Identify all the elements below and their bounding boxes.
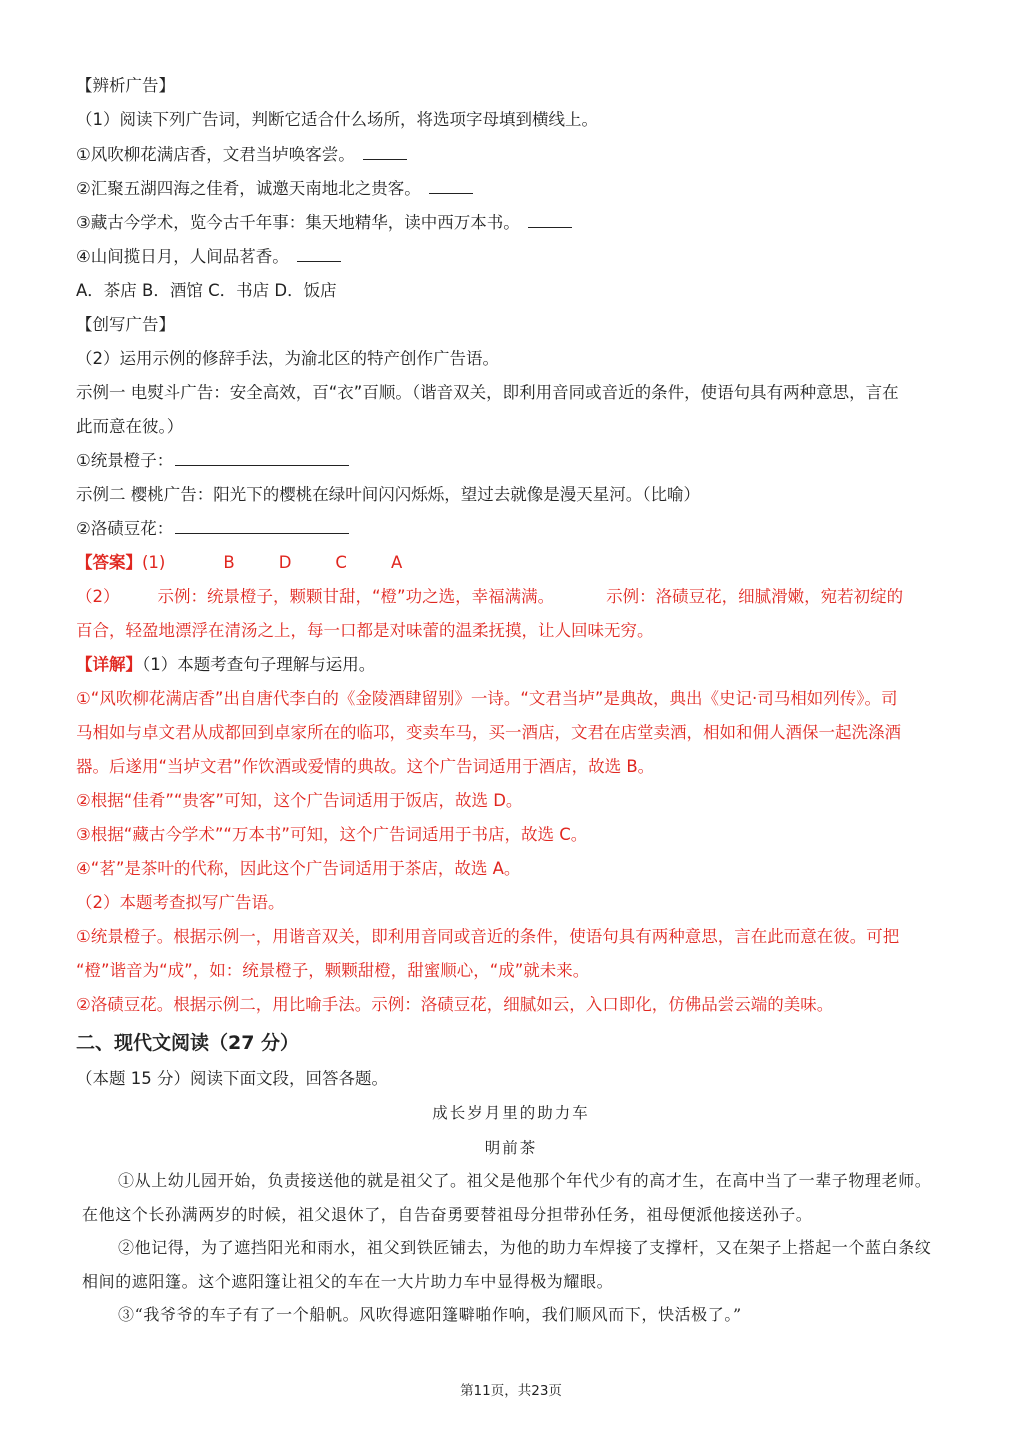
question-2-item-2 [76, 518, 956, 540]
article-author: 明前茶 [484, 1139, 538, 1157]
answer-choice-3: C [335, 553, 347, 572]
question-1-prompt: （1）阅读下列广告词，判断它适合什么场所，将选项字母填到横线上。 [76, 110, 598, 129]
answer-part2-example-a: 示例：统景橙子，颗颗甘甜，“橙”功之选，幸福满满。 [157, 587, 555, 606]
question-1-item-2 [76, 178, 956, 200]
article-body [82, 1164, 947, 1332]
answer-part2-number: （2） [76, 587, 120, 606]
explanation-label: 【详解】 [76, 655, 142, 674]
example-1-line-2: 此而意在彼。） [76, 417, 184, 436]
question-1-item-1 [76, 144, 956, 166]
explanation-line: ②洛碛豆花。根据示例二，用比喻手法。示例：洛碛豆花，细腻如云，入口即化，仿佛品尝云端的美味。 [76, 995, 834, 1014]
explanation-line: ④“茗”是茶叶的代称，因此这个广告词适用于茶店，故选 A。 [76, 859, 521, 878]
item-text: ①风吹柳花满店香，文君当垆唤客尝。 [76, 145, 355, 164]
question-1-options: A．茶店 B．酒馆 C．书店 D．饭店 [76, 281, 337, 300]
page-footer: 第11页，共23页 [460, 1383, 562, 1399]
question-2-item-1 [76, 450, 956, 472]
question-1-item-4 [76, 246, 956, 268]
explanation-line: “橙”谐音为“成”，如：统景橙子，颗颗甜橙，甜蜜顺心，“成”就未来。 [76, 961, 590, 980]
answer-choice-1: B [223, 553, 235, 572]
article-paragraph: ②他记得，为了遮挡阳光和雨水，祖父到铁匠铺去，为他的助力车焊接了支撑杆，又在架子上搭起一个蓝白条纹相间的遮阳篷。这个遮阳篷让祖父的车在一大片助力车中显得极为耀眼。 [82, 1238, 932, 1291]
question-1-item-3 [76, 212, 956, 234]
example-2: 示例二 樱桃广告：阳光下的樱桃在绿叶间闪闪烁烁，望过去就像是漫天星河。（比喻） [76, 485, 700, 504]
answer-blank[interactable] [175, 519, 349, 534]
explanation-line: 马相如与卓文君从成都回到卓家所在的临邛，变卖车马，买一酒店，文君在店堂卖酒，相如和佣人酒保一起洗涤酒 [76, 723, 901, 742]
article-paragraph: ①从上幼儿园开始，负责接送他的就是祖父了。祖父是他那个年代少有的高才生，在高中当了一辈子物理老师。在他这个长孙满两岁的时候，祖父退休了，自告奋勇要替祖母分担带孙任务，祖母便派他接送孙子。 [82, 1171, 932, 1224]
section-2-heading: 二、现代文阅读（27 分） [76, 1032, 300, 1054]
heading-create-ads: 【创写广告】 [76, 315, 175, 334]
answer-choice-4: A [390, 553, 403, 572]
answer-choice-2: D [278, 553, 292, 572]
question-2-prompt: （2）运用示例的修辞手法，为渝北区的特产创作广告语。 [76, 349, 499, 368]
answer-line-3: 百合，轻盈地漂浮在清汤之上，每一口都是对味蕾的温柔抚摸，让人回味无穷。 [76, 621, 654, 640]
explanation-line: ③根据“藏古今学术”“万本书”可知，这个广告词适用于书店，故选 C。 [76, 825, 588, 844]
explanation-line: ①“风吹柳花满店香”出自唐代李白的《金陵酒肆留别》一诗。“文君当垆”是典故，典出《史记·司马相如列传》。司 [76, 689, 898, 708]
answer-blank[interactable] [175, 451, 349, 466]
answer-blank[interactable] [297, 247, 341, 262]
explanation-line: 器。后遂用“当垆文君”作饮酒或爱情的典故。这个广告词适用于酒店，故选 B。 [76, 757, 655, 776]
item-text: ④山间揽日月，人间品茗香。 [76, 247, 289, 266]
explanation-line: （2）本题考查拟写广告语。 [76, 893, 285, 912]
example-1-line-1: 示例一 电熨斗广告：安全高效，百“衣”百顺。（谐音双关，即利用音同或音近的条件，使语句具有两种意思，言在 [76, 383, 899, 402]
item-text: ③藏古今学术，览今古千年事：集天地精华，读中西万本书。 [76, 213, 520, 232]
answer-line-1 [76, 552, 956, 574]
answer-part2-example-b: 示例：洛碛豆花，细腻滑嫩，宛若初绽的 [606, 587, 904, 606]
item-text: ①统景橙子： [76, 451, 174, 470]
answer-label: 【答案】 [76, 553, 142, 572]
explanation-intro [76, 654, 956, 676]
explanation-line: ②根据“佳肴”“贵客”可知，这个广告词适用于饭店，故选 D。 [76, 791, 523, 810]
heading-analyze-ads: 【辨析广告】 [76, 76, 175, 95]
explanation-intro-text: （1）本题考查句子理解与运用。 [142, 655, 376, 674]
article-paragraph: ③“我爷爷的车子有了一个船帆。风吹得遮阳篷噼啪作响，我们顺风而下，快活极了。” [118, 1305, 742, 1324]
answer-line-2 [76, 586, 956, 608]
answer-part1-number: (1) [142, 553, 166, 572]
answer-blank[interactable] [363, 145, 407, 160]
item-text: ②洛碛豆花： [76, 519, 174, 538]
answer-blank[interactable] [528, 213, 572, 228]
item-text: ②汇聚五湖四海之佳肴，诚邀天南地北之贵客。 [76, 179, 421, 198]
section-2-intro: （本题 15 分）阅读下面文段，回答各题。 [76, 1069, 388, 1088]
answer-blank[interactable] [429, 179, 473, 194]
article-title: 成长岁月里的助力车 [432, 1104, 590, 1122]
explanation-line: ①统景橙子。根据示例一，用谐音双关，即利用音同或音近的条件，使语句具有两种意思，言在此而意在彼。可把 [76, 927, 900, 946]
